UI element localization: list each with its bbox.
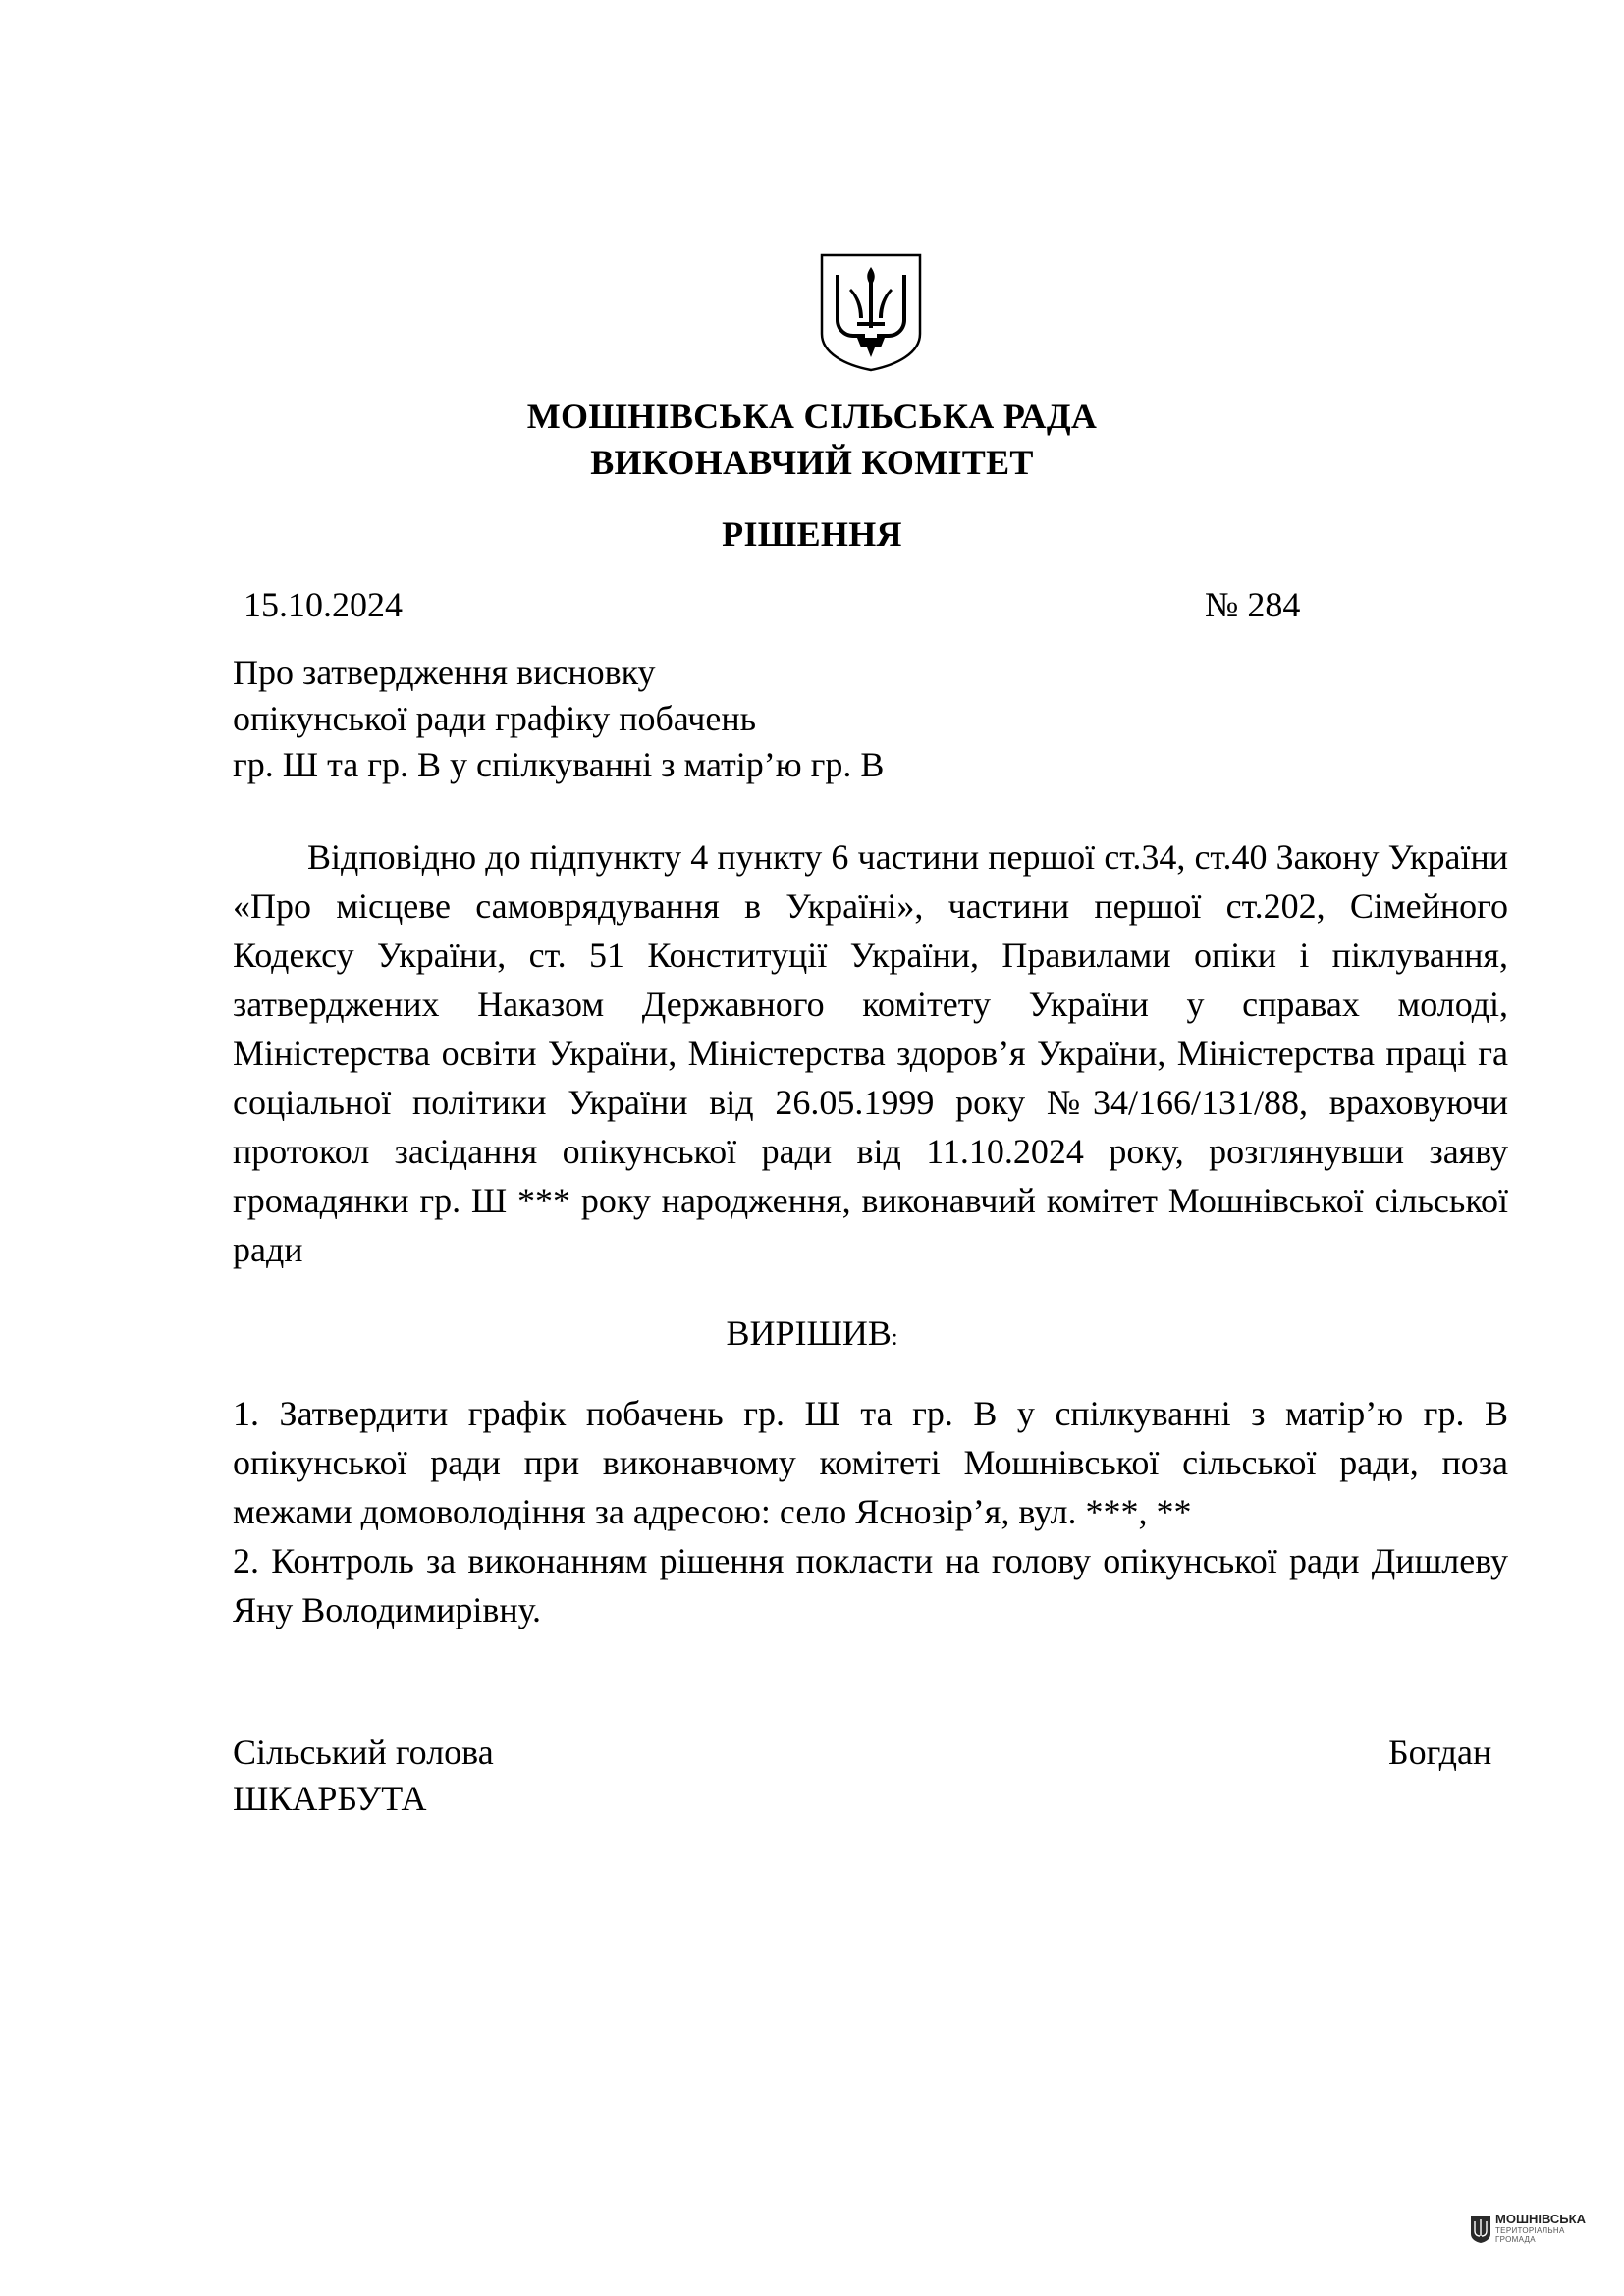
council-name: МОШНІВСЬКА СІЛЬСЬКА РАДА (526, 397, 1098, 436)
subject-line: опікунської ради графіку побачень (233, 699, 757, 738)
mini-coat-of-arms-icon (1470, 2215, 1491, 2244)
committee-name: ВИКОНАВЧИЙ КОМІТЕТ (590, 443, 1034, 482)
signatory-first-name: Богдан (1388, 1733, 1492, 1772)
community-logo (1470, 2213, 1597, 2262)
logo-brand-text: МОШНІВСЬКА (1495, 2212, 1586, 2226)
resolved-heading (0, 1311, 1624, 1360)
document-type: РІШЕННЯ (722, 514, 902, 554)
logo-subtitle: ТЕРИТОРІАЛЬНА ГРОМАДА (1495, 2226, 1565, 2244)
coat-of-arms-icon (818, 251, 924, 373)
subject-line: гр. Ш та гр. В у спілкуванні з матір’ю гр. В (233, 745, 885, 784)
decision-subject (233, 650, 884, 788)
decision-date: 15.10.2024 (244, 585, 403, 624)
decision-number: № 284 (1205, 585, 1301, 624)
resolved-colon: : (891, 1325, 898, 1351)
resolved-word: ВИРІШИВ (726, 1313, 892, 1353)
signatory-last-name: ШКАРБУТА (233, 1779, 427, 1818)
subject-line: Про затвердження висновку (233, 653, 656, 692)
decision-item: 1. Затвердити графік побачень гр. Ш та гр. В у спілкуванні з матір’ю гр. В опікунської ради при виконавчому комітеті Мошнівської сільської ради, поза межами домоволодіння за адресою: село Яснозір’я, вул. ***, ** (233, 1394, 1508, 1531)
signatory-title: Сільський голова (233, 1733, 494, 1772)
decision-items (233, 1389, 1508, 1634)
legal-basis-paragraph: Відповідно до підпункту 4 пункту 6 частини першої ст.34, ст.40 Закону України «Про місцеве самоврядування в Україні», частини першої ст.202, Сімейного Кодексу України, ст. 51 Конституції України, Правилами опіки і піклування, затверджених Наказом Державного комітету України у справах молоді, Міністерства освіти України, Міністерства здоров’я України, Міністерства праці га соціальної політики України від 26.05.1999 року №34/166/131/88, враховуючи протокол засідання опікунської ради від 11.10.2024 року, розглянувши заяву громадянки гр. Ш *** року народження, виконавчий комітет Мошнівської сільської ради (233, 837, 1508, 1269)
decision-item: 2. Контроль за виконанням рішення покласти на голову опікунської ради Дишлеву Яну Володимирівну. (233, 1541, 1508, 1629)
